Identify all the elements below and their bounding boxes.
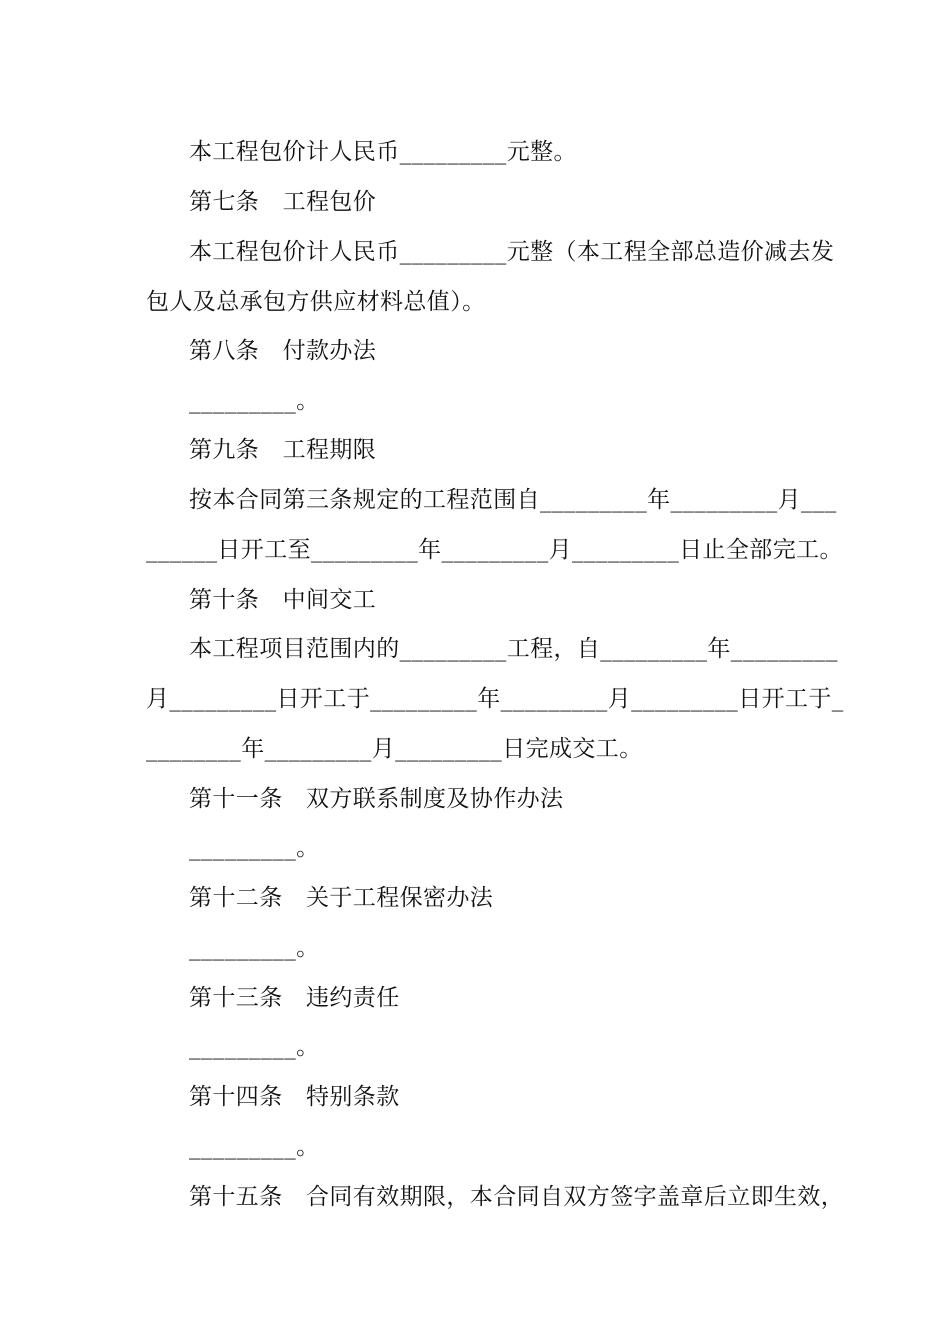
- article-heading: 第十二条 关于工程保密办法: [189, 885, 494, 911]
- text-line: ________年_________月_________日完成交工。: [146, 736, 643, 762]
- blank-line: _________。: [189, 835, 320, 861]
- text-line: ______日开工至_________年_________月_________日止全部完工。: [146, 537, 843, 563]
- article-heading: 第十条 中间交工: [189, 587, 377, 613]
- article-heading: 第十一条 双方联系制度及协作办法: [189, 786, 564, 812]
- blank-line: _________。: [189, 1034, 320, 1060]
- article-heading: 第十三条 违约责任: [189, 985, 400, 1011]
- text-line: 按本合同第三条规定的工程范围自_________年_________月___: [189, 487, 837, 513]
- text-line: 本工程项目范围内的_________工程，自_________年_________: [189, 636, 838, 662]
- article-heading: 第十五条 合同有效期限，本合同自双方签字盖章后立即生效，: [189, 1184, 845, 1210]
- text-line: 本工程包价计人民币_________元整（本工程全部总造价减去发: [189, 239, 835, 265]
- article-heading: 第九条 工程期限: [189, 437, 377, 463]
- blank-line: _________。: [189, 1134, 320, 1160]
- article-heading: 第十四条 特别条款: [189, 1084, 400, 1110]
- article-heading: 第八条 付款办法: [189, 338, 377, 364]
- article-heading: 第七条 工程包价: [189, 189, 377, 215]
- text-line: 包人及总承包方供应材料总值）。: [146, 289, 486, 315]
- blank-line: _________。: [189, 935, 320, 961]
- text-line: 本工程包价计人民币_________元整。: [189, 139, 577, 165]
- text-line: 月_________日开工于_________年_________月_________日开工于_: [146, 686, 844, 712]
- blank-line: _________。: [189, 388, 320, 414]
